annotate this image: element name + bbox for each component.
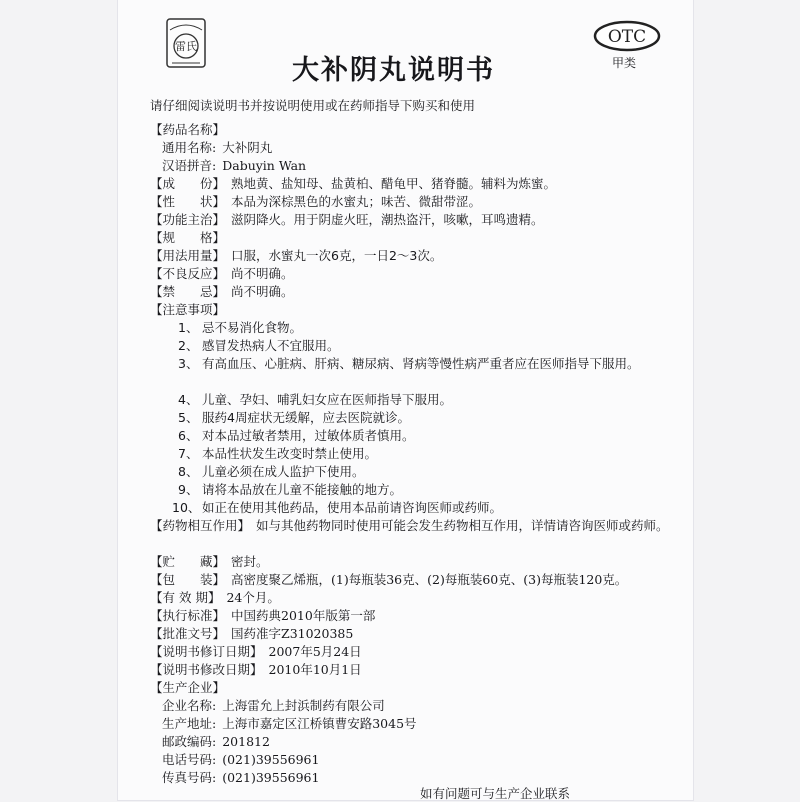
ingredients-value: 熟地黄、盐知母、盐黄柏、醋龟甲、猪脊髓。辅料为炼蜜。 xyxy=(231,176,557,191)
precaution-item: 2、 感冒发热病人不宜服用。 xyxy=(178,338,340,353)
package-value: 高密度聚乙烯瓶，(1)每瓶装36克、(2)每瓶装60克、(3)每瓶装120克。 xyxy=(231,572,628,587)
pinyin-label: 汉语拼音: xyxy=(162,158,217,173)
address-row xyxy=(162,715,417,733)
function-label: 【功能主治】 xyxy=(150,212,226,227)
validity-row xyxy=(150,589,280,607)
storage-value: 密封。 xyxy=(231,554,269,569)
usage-value: 口服，水蜜丸一次6克，一日2～3次。 xyxy=(231,248,443,263)
company-value: 上海雷允上封浜制药有限公司 xyxy=(222,698,385,713)
precaution-item: 10、 如正在使用其他药品，使用本品前请咨询医师或药师。 xyxy=(172,500,503,515)
contraindication-label: 【禁 忌】 xyxy=(150,284,226,299)
phone-row xyxy=(162,751,319,769)
ingredients-label: 【成 份】 xyxy=(150,176,226,191)
fax-label: 传真号码: xyxy=(162,770,217,785)
package-label: 【包 装】 xyxy=(150,572,226,587)
pinyin-value: Dabuyin Wan xyxy=(222,158,307,173)
validity-value: 24个月。 xyxy=(226,590,280,605)
phone-label: 电话号码: xyxy=(162,752,217,767)
precaution-item: 3、 有高血压、心脏病、肝病、糖尿病、肾病等慢性病严重者应在医师指导下服用。 xyxy=(178,356,640,371)
company-label: 企业名称: xyxy=(162,698,217,713)
pinyin-row xyxy=(162,157,306,175)
interaction-value: 如与其他药物同时使用可能会发生药物相互作用，详情请咨询医师或药师。 xyxy=(256,518,669,533)
address-label: 生产地址: xyxy=(162,716,217,731)
function-row xyxy=(150,211,544,229)
address-value: 上海市嘉定区江桥镇曹安路3045号 xyxy=(222,716,417,731)
interaction-label: 【药物相互作用】 xyxy=(150,518,251,533)
precautions-heading: 【注意事项】 xyxy=(150,302,226,317)
modified-date-value: 2010年10月1日 xyxy=(268,662,362,677)
generic-name-row xyxy=(162,139,272,157)
otc-class-label: 甲类 xyxy=(612,56,637,70)
drug-name-heading: 【药品名称】 xyxy=(150,122,226,137)
usage-row xyxy=(150,247,442,265)
generic-name-label: 通用名称: xyxy=(162,140,217,155)
phone-value: (021)39556961 xyxy=(222,752,320,767)
contact-footer: 如有问题可与生产企业联系 xyxy=(420,786,571,801)
adverse-label: 【不良反应】 xyxy=(150,266,226,281)
interaction-row xyxy=(150,517,670,535)
otc-badge xyxy=(593,20,661,52)
ingredients-row xyxy=(150,175,556,193)
precaution-item: 4、 儿童、孕妇、哺乳妇女应在医师指导下服用。 xyxy=(178,392,453,407)
modified-date-label: 【说明书修改日期】 xyxy=(150,662,263,677)
postal-label: 邮政编码: xyxy=(162,734,217,749)
precaution-item: 5、 服药4周症状无缓解，应去医院就诊。 xyxy=(178,410,410,425)
postal-value: 201812 xyxy=(222,734,270,749)
svg-text:OTC: OTC xyxy=(607,27,647,47)
contraindication-row xyxy=(150,283,294,301)
appearance-row xyxy=(150,193,481,211)
adverse-value: 尚不明确。 xyxy=(231,266,294,281)
approval-value: 国药准字Z31020385 xyxy=(231,626,354,641)
precaution-item: 9、 请将本品放在儿童不能接触的地方。 xyxy=(178,482,403,497)
fax-row xyxy=(162,769,319,787)
standard-label: 【执行标准】 xyxy=(150,608,226,623)
precaution-item: 7、 本品性状发生改变时禁止使用。 xyxy=(178,446,378,461)
revised-date-label: 【说明书修订日期】 xyxy=(150,644,263,659)
svg-text:雷氏: 雷氏 xyxy=(175,40,197,53)
standard-row xyxy=(150,607,375,625)
revised-date-row xyxy=(150,643,362,661)
standard-value: 中国药典2010年版第一部 xyxy=(231,608,376,623)
modified-date-row xyxy=(150,661,362,679)
package-row xyxy=(150,571,627,589)
generic-name-value: 大补阴丸 xyxy=(222,140,273,155)
appearance-label: 【性 状】 xyxy=(150,194,226,209)
brand-logo xyxy=(166,18,206,68)
fax-value: (021)39556961 xyxy=(222,770,320,785)
contraindication-value: 尚不明确。 xyxy=(231,284,294,299)
precaution-item: 8、 儿童必须在成人监护下使用。 xyxy=(178,464,365,479)
usage-label: 【用法用量】 xyxy=(150,248,226,263)
spec-row xyxy=(150,229,231,247)
function-value: 滋阴降火。用于阴虚火旺，潮热盗汗，咳嗽，耳鸣遗精。 xyxy=(231,212,544,227)
precaution-item: 1、 忌不易消化食物。 xyxy=(178,320,303,335)
reading-notice: 请仔细阅读说明书并按说明使用或在药师指导下购买和使用 xyxy=(150,98,476,113)
storage-label: 【贮 藏】 xyxy=(150,554,226,569)
page-title: 大补阴丸说明书 xyxy=(292,55,495,86)
postal-row xyxy=(162,733,270,751)
storage-row xyxy=(150,553,269,571)
adverse-row xyxy=(150,265,294,283)
approval-label: 【批准文号】 xyxy=(150,626,226,641)
revised-date-value: 2007年5月24日 xyxy=(268,644,362,659)
approval-row xyxy=(150,625,353,643)
spec-label: 【规 格】 xyxy=(150,230,226,245)
company-row xyxy=(162,697,385,715)
precaution-item: 6、 对本品过敏者禁用，过敏体质者慎用。 xyxy=(178,428,415,443)
validity-label: 【有 效 期】 xyxy=(150,590,221,605)
manufacturer-heading: 【生产企业】 xyxy=(150,680,226,695)
appearance-value: 本品为深棕黑色的水蜜丸；味苦、微甜带涩。 xyxy=(231,194,482,209)
